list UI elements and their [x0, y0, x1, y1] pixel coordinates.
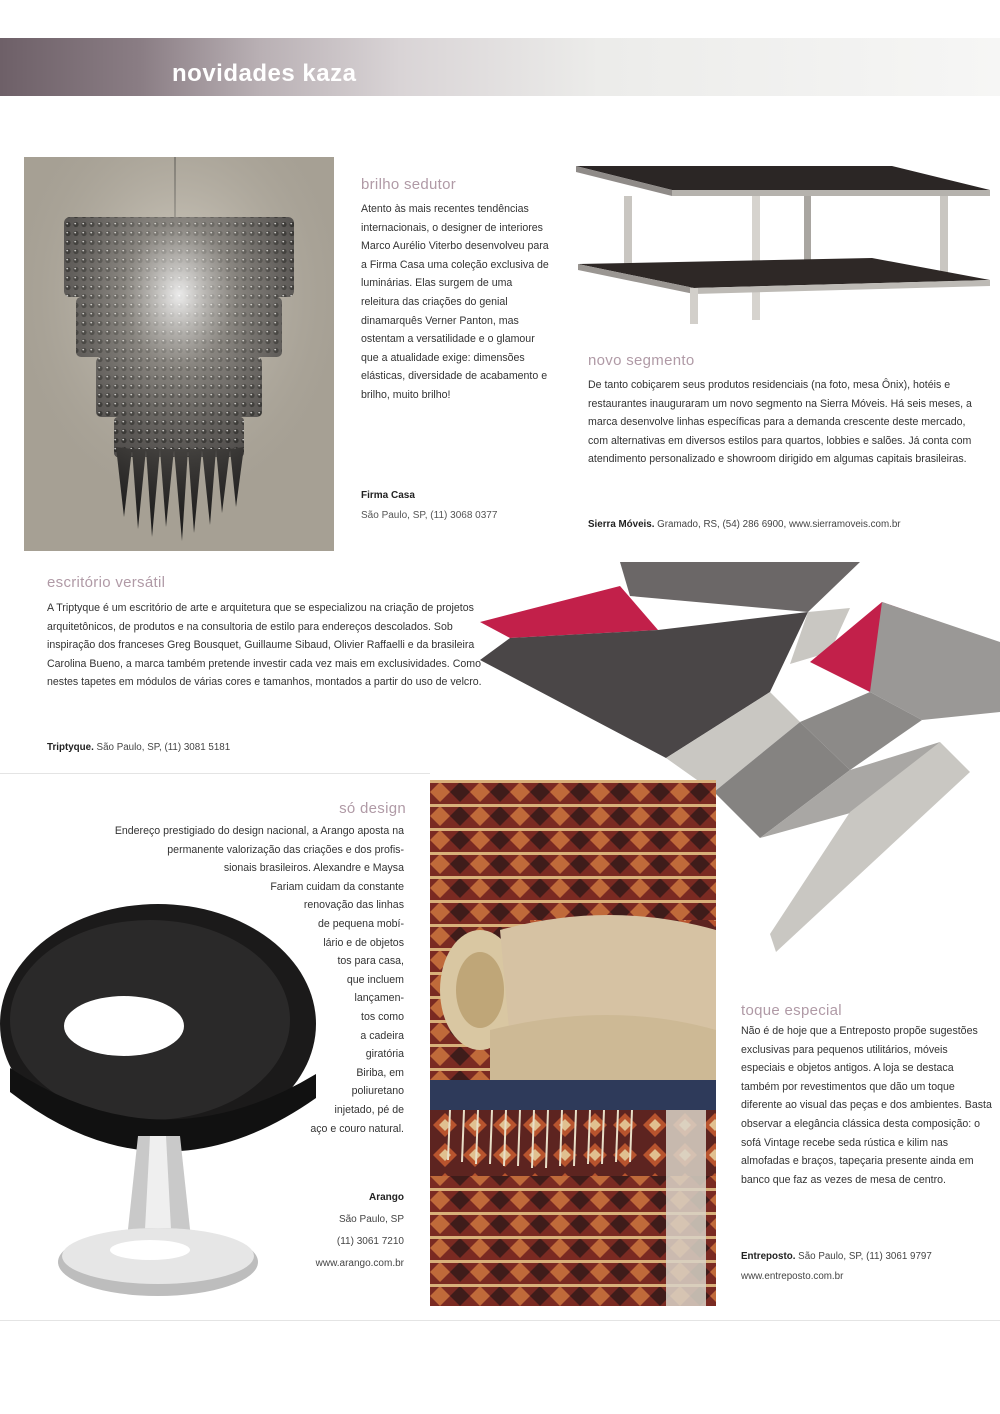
body-line: que incluem	[346, 973, 404, 986]
body-line: lário e de objetos	[323, 936, 404, 949]
page-header-title: novidades kaza	[172, 60, 357, 87]
section-title-escritorio: escritório versátil	[47, 574, 166, 591]
section-body-brilho: Atento às mais recentes tendências internacionais, o designer de interiores Marco Aurélio Viterbo desenvolveu para a Firma Casa uma coleção exclusiva de luminárias. Elas surgem de uma releitura das criações do genial dinamarquês Verner Panton, mas ostentam a versatilidade e o glamour que a atualidade exige: dimensões elásticas, diversidade de acabamento e brilho, muito brilho!	[361, 203, 549, 401]
section-title-toque: toque especial	[741, 1002, 842, 1019]
credit-name-firma-casa: Firma Casa	[361, 490, 415, 501]
body-line: Biriba, em	[356, 1066, 404, 1079]
divider-rule	[0, 773, 430, 774]
body-line: renovação das linhas	[303, 899, 404, 912]
credit-entreposto	[741, 1248, 932, 1266]
credit-name-arango: Arango	[369, 1192, 404, 1203]
body-line: tos para casa,	[337, 955, 404, 968]
body-line: aço e couro natural.	[310, 1122, 404, 1135]
footer-rule	[0, 1320, 1000, 1321]
table-photo	[572, 160, 994, 340]
credit-website-entreposto: www.entreposto.com.br	[741, 1271, 844, 1282]
section-title-brilho: brilho sedutor	[361, 176, 457, 193]
credit-rest-entreposto: São Paulo, SP, (11) 3061 9797	[795, 1251, 932, 1262]
body-line: sionais brasileiros. Alexandre e Maysa	[223, 862, 404, 875]
body-line: permanente valorização das criações e dos profis-	[167, 843, 404, 856]
credit-website-arango: www.arango.com.br	[315, 1258, 404, 1269]
body-line: injetado, pé de	[334, 1103, 404, 1116]
credit-name-sierra: Sierra Móveis.	[588, 519, 655, 530]
credit-triptyque	[47, 739, 230, 757]
section-title-design: só design	[339, 800, 406, 817]
body-line: Endereço prestigiado do design nacional, a Arango aposta na	[114, 825, 404, 837]
body-line: a cadeira	[360, 1029, 404, 1042]
body-line: lançamen-	[354, 992, 404, 1005]
section-title-segmento: novo segmento	[588, 352, 695, 369]
credit-phone-arango: (11) 3061 7210	[336, 1236, 404, 1247]
credit-location-arango: São Paulo, SP	[338, 1214, 404, 1225]
credit-location-firma-casa: São Paulo, SP, (11) 3068 0377	[361, 510, 498, 521]
section-body-escritorio: A Triptyque é um escritório de arte e arquitetura que se especializou na criação de projetos arquitetônicos, de produtos e na consultoria de estilo para endereços descolados. Sob inspiração dos franceses Greg Bousquet, Guillaume Sibaud, Olivier Raffaelli e da brasileira Carolina Bueno, a marca também pretende investir cada vez mais em exclusividades. Como nestes tapetes em módulos de várias cores e tamanhos, montados a partir do uso de velcro.	[47, 602, 482, 689]
credit-rest-triptyque: São Paulo, SP, (11) 3081 5181	[93, 742, 231, 753]
sofa-photo	[430, 780, 716, 1306]
body-line: de pequena mobí-	[318, 917, 404, 930]
credit-name-triptyque: Triptyque.	[47, 742, 94, 753]
body-line: tos como	[361, 1010, 404, 1023]
section-body-design	[115, 822, 404, 1138]
body-line: giratória	[365, 1048, 404, 1061]
header-band	[0, 38, 1000, 96]
credit-name-entreposto: Entreposto.	[741, 1251, 796, 1262]
credit-rest-sierra: Gramado, RS, (54) 286 6900, www.sierramoveis.com.br	[654, 519, 901, 530]
chandelier-photo	[24, 157, 334, 551]
section-body-segmento: De tanto cobiçarem seus produtos residenciais (na foto, mesa Ônix), hotéis e restaurantes inauguraram um novo segmento na Sierra Móveis. Há seis meses, a marca desenvolve linhas específicas para a demanda crescente deste mercado, com alternativas em diversos estilos para quartos, lobbies e salões. Já conta com atendimento personalizado e showroom dirigido em algumas capitais brasileiras.	[588, 379, 972, 466]
section-body-toque: Não é de hoje que a Entreposto propõe sugestões exclusivas para pequenos utilitários, móveis especiais e objetos antigos. A loja se destaca também por revestimentos que dão um toque diferente ao visual das peças e dos ambientes. Basta observar a elegância clássica desta composição: o sofá Vintage recebe seda rústica e kilim nas almofadas e braços, tapeçaria presente ainda em banco que faz as vezes de mesa de centro.	[741, 1025, 992, 1186]
body-line: poliuretano	[351, 1085, 404, 1098]
credit-sierra-moveis	[588, 516, 901, 534]
body-line: Fariam cuidam da constante	[270, 880, 404, 893]
